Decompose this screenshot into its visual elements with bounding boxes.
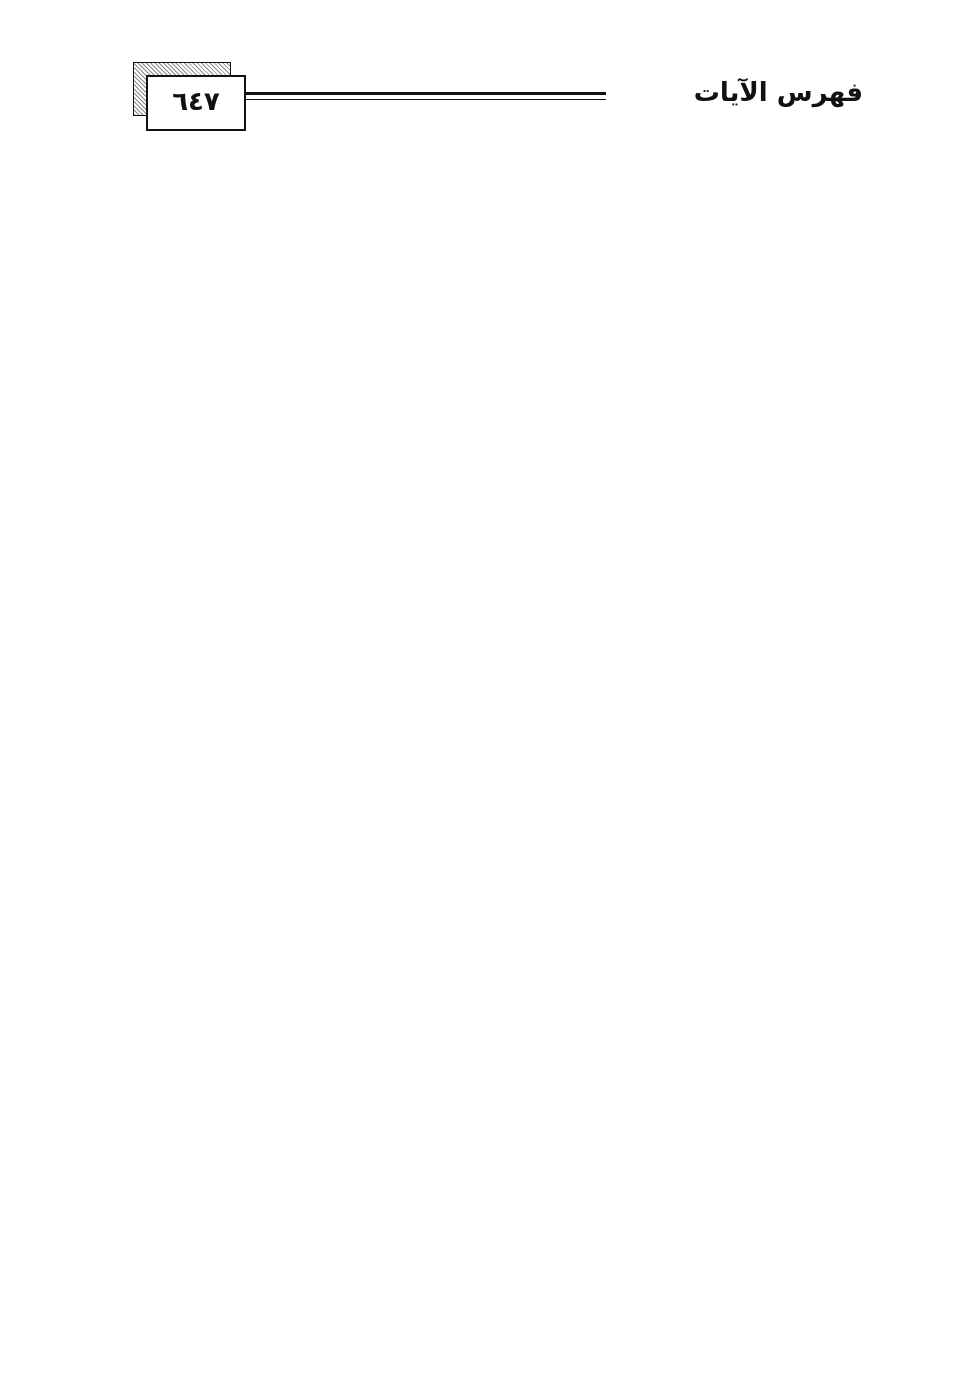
- page-title: فهرس الآيات: [693, 78, 863, 108]
- page-number-box: [146, 75, 246, 131]
- page-number: ٦٤٧: [172, 87, 220, 117]
- header-rule: [244, 92, 606, 100]
